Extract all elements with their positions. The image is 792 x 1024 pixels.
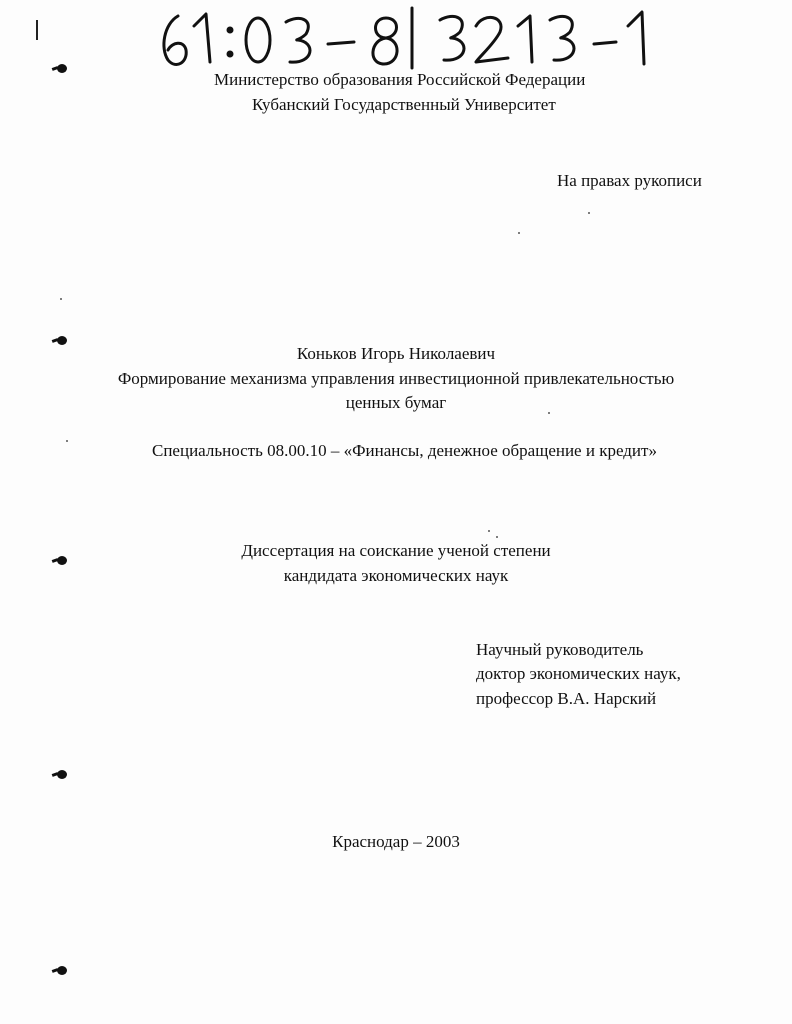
supervisor-label: Научный руководитель — [476, 640, 644, 659]
punch-hole-mark — [57, 64, 67, 73]
scan-speck — [496, 536, 498, 538]
dissertation-title-line-1: Формирование механизма управления инвестиционной привлекательностью — [117, 369, 675, 388]
handwritten-archive-number — [150, 4, 670, 74]
university-heading: Кубанский Государственный Университет — [252, 95, 556, 114]
scan-speck — [60, 298, 62, 300]
margin-mark — [36, 20, 38, 40]
scan-speck — [488, 530, 490, 532]
supervisor-name: профессор В.А. Нарский — [476, 689, 657, 708]
ministry-heading: Министерство образования Российской Федерации — [214, 70, 586, 89]
supervisor-degree: доктор экономических наук, — [476, 664, 681, 683]
degree-line-1: Диссертация на соискание ученой степени — [241, 541, 551, 560]
dissertation-title-line-2: ценных бумаг — [345, 393, 447, 412]
scan-speck — [66, 440, 68, 442]
place-and-year: Краснодар – 2003 — [332, 832, 460, 851]
degree-line-2: кандидата экономических наук — [283, 566, 509, 585]
punch-hole-mark — [57, 966, 67, 975]
specialty-line: Специальность 08.00.10 – «Финансы, денежное обращение и кредит» — [152, 441, 657, 460]
manuscript-rights-note: На правах рукописи — [557, 171, 702, 190]
author-name: Коньков Игорь Николаевич — [296, 344, 496, 363]
punch-hole-mark — [57, 770, 67, 779]
scan-speck — [588, 212, 590, 214]
scan-speck — [518, 232, 520, 234]
